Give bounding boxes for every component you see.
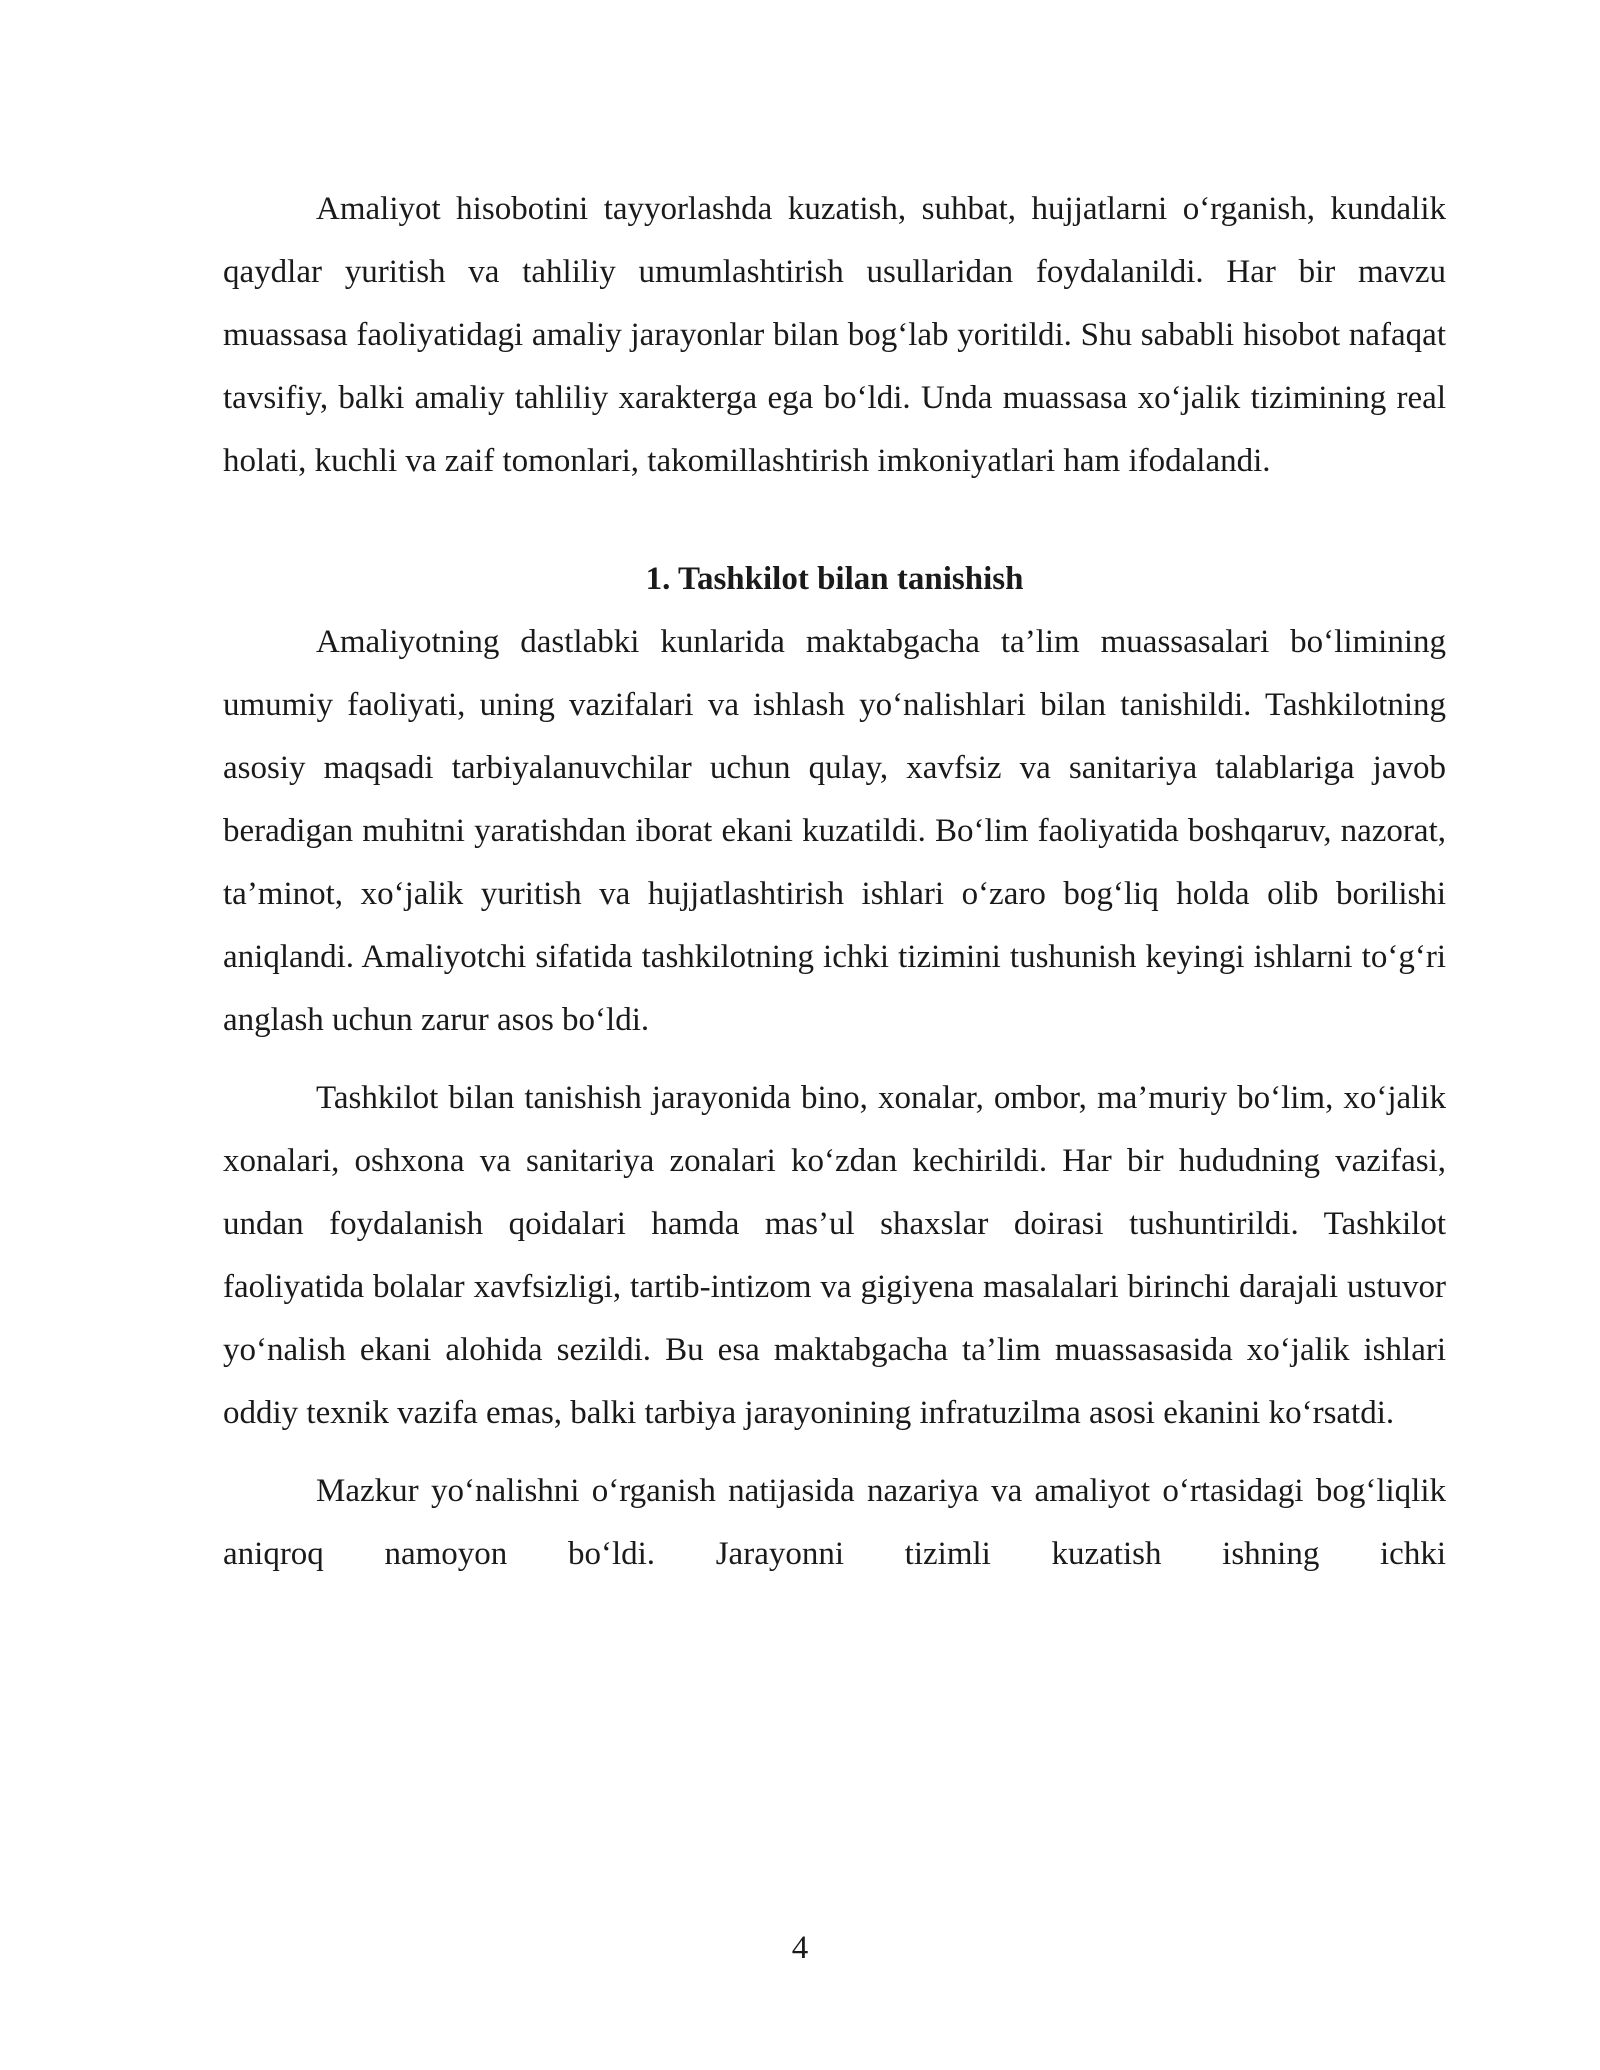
body-paragraph-2: Tashkilot bilan tanishish jarayonida bino, xonalar, ombor, ma’muriy bo‘lim, xo‘jalik xonalari, oshxona va sanitariya zonalari ko‘zdan kechirildi. Har bir hududning vazifasi, undan foydalanish qoidalari hamda mas’ul shaxslar doirasi tushuntirildi. Tashkilot faoliyatida bolalar xavfsizligi, tartib-intizom va gigiyena masalalari birinchi darajali ustuvor yo‘nalish ekani alohida sezildi. Bu esa maktabgacha ta’lim muassasasida xo‘jalik ishlari oddiy texnik vazifa emas, balki tarbiya jarayonining infratuzilma asosi ekanini ko‘rsatdi. <box>223 1080 1446 1431</box>
section-heading: 1. Tashkilot bilan tanishish <box>645 561 1024 597</box>
body-paragraph-3: Mazkur yo‘nalishni o‘rganish natijasida nazariya va amaliyot o‘rtasidagi bog‘liqlik aniqroq namoyon bo‘ldi. Jarayonni tizimli kuzatish ishning ichki <box>223 1473 1446 1572</box>
page-number: 4 <box>791 1930 809 1966</box>
document-page <box>223 178 1446 1586</box>
intro-paragraph: Amaliyot hisobotini tayyorlashda kuzatish, suhbat, hujjatlarni o‘rganish, kundalik qaydlar yuritish va tahliliy umumlashtirish usullaridan foydalanildi. Har bir mavzu muassasa faoliyatidagi amaliy jarayonlar bilan bog‘lab yoritildi. Shu sababli hisobot nafaqat tavsifiy, balki amaliy tahliliy xarakterga ega bo‘ldi. Unda muassasa xo‘jalik tizimining real holati, kuchli va zaif tomonlari, takomillashtirish imkoniyatlari ham ifodalandi. <box>223 191 1446 479</box>
body-paragraph-1: Amaliyotning dastlabki kunlarida maktabgacha ta’lim muassasalari bo‘limining umumiy faoliyati, uning vazifalari va ishlash yo‘nalishlari bilan tanishildi. Tashkilotning asosiy maqsadi tarbiyalanuvchilar uchun qulay, xavfsiz va sanitariya talablariga javob beradigan muhitni yaratishdan iborat ekani kuzatildi. Bo‘lim faoliyatida boshqaruv, nazorat, ta’minot, xo‘jalik yuritish va hujjatlashtirish ishlari o‘zaro bog‘liq holda olib borilishi aniqlandi. Amaliyotchi sifatida tashkilotning ichki tizimini tushunish keyingi ishlarni to‘g‘ri anglash uchun zarur asos bo‘ldi. <box>223 624 1446 1038</box>
